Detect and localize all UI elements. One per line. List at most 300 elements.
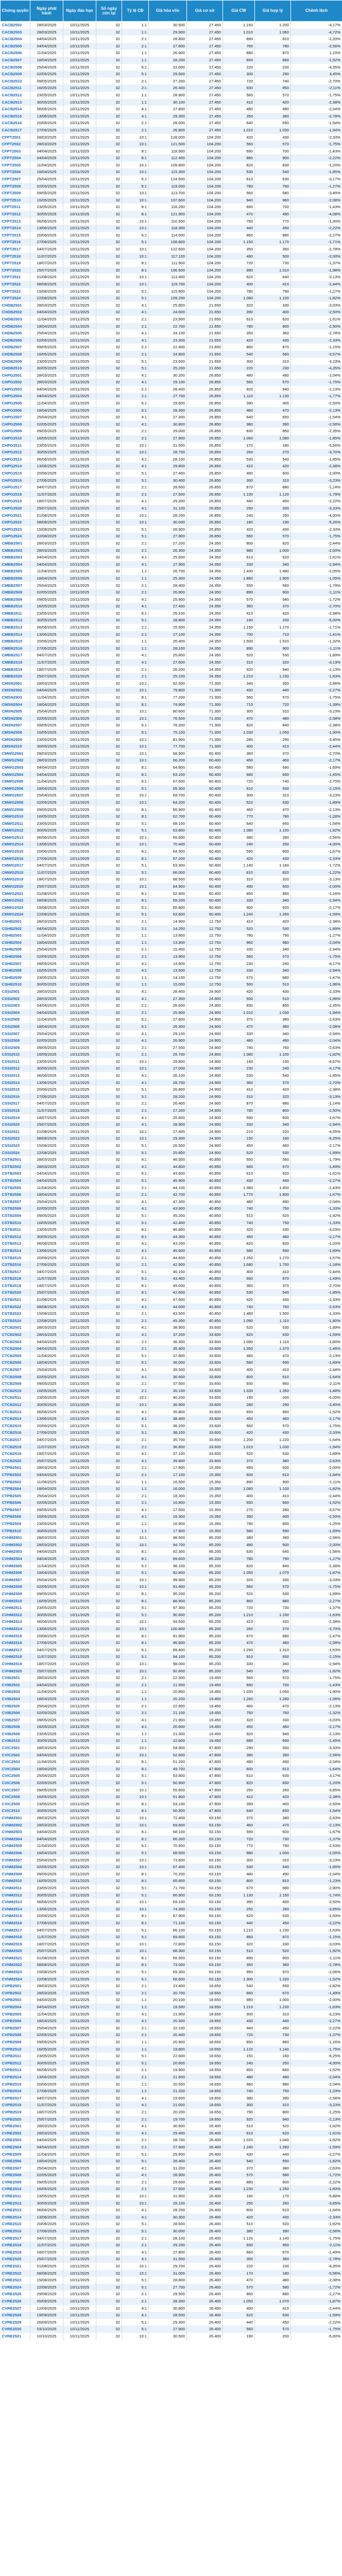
cell-breakeven-price: 15.400 (149, 946, 187, 953)
cell-underlying-price: 71.300 (187, 743, 223, 750)
cell-maturity-date: 10/11/2025 (63, 232, 96, 239)
cell-fair-price: 940 (255, 666, 291, 673)
cell-conversion-ratio: 8:1 (122, 1836, 149, 1843)
cell-days-remaining: 32 (96, 1793, 122, 1801)
cell-issue-date: 02/05/2025 (30, 799, 63, 806)
cell-underlying-price: 104.200 (187, 211, 223, 218)
cell-breakeven-price: 64.800 (149, 764, 187, 771)
cell-days-remaining: 32 (96, 561, 122, 568)
cell-fair-price: 800 (255, 2109, 291, 2116)
cell-breakeven-price: 29.300 (149, 498, 187, 505)
cell-conversion-ratio: 5:1 (122, 1969, 149, 1976)
cell-warrant-code: CVNM2518 (1, 1934, 30, 1941)
cell-underlying-price: 104.200 (187, 141, 223, 148)
cell-fair-price: 320 (255, 659, 291, 666)
cell-days-remaining: 32 (96, 1604, 122, 1612)
cell-days-remaining: 32 (96, 687, 122, 694)
cell-difference: -3,23% (291, 2011, 342, 2018)
cell-warrant-price: 1.300 (223, 1976, 255, 1983)
cell-breakeven-price: 114.000 (149, 232, 187, 239)
cell-issue-date: 13/06/2025 (30, 841, 63, 848)
cell-breakeven-price: 28.400 (149, 582, 187, 589)
cell-breakeven-price: 38.100 (149, 1429, 187, 1436)
cell-underlying-price: 47.800 (187, 1807, 223, 1815)
cell-warrant-price: 740 (223, 1219, 255, 1227)
cell-breakeven-price: 44.600 (149, 1255, 187, 1262)
cell-issue-date: 13/06/2025 (30, 1247, 63, 1255)
cell-underlying-price: 47.800 (187, 1772, 223, 1780)
cell-breakeven-price: 16.000 (149, 1485, 187, 1493)
cell-underlying-price: 26.850 (187, 428, 223, 435)
cell-days-remaining: 32 (96, 99, 122, 106)
cell-conversion-ratio: 10:1 (122, 449, 149, 456)
cell-maturity-date: 10/11/2025 (63, 1156, 96, 1163)
cell-warrant-price: 440 (223, 225, 255, 232)
cell-difference: -1,33% (291, 1310, 342, 1317)
cell-maturity-date: 10/11/2025 (63, 841, 96, 848)
cell-fair-price: 820 (255, 869, 291, 876)
cell-issue-date: 22/08/2025 (30, 533, 63, 540)
cell-warrant-price: 1.030 (223, 729, 255, 736)
cell-fair-price: 790 (255, 1842, 291, 1850)
table-row (1, 442, 342, 449)
table-row (1, 953, 342, 960)
cell-maturity-date: 10/11/2025 (63, 1863, 96, 1871)
table-row (1, 1583, 342, 1590)
cell-conversion-ratio: 4:1 (122, 1030, 149, 1038)
table-row (1, 1787, 342, 1794)
cell-maturity-date: 10/11/2025 (63, 295, 96, 302)
cell-warrant-price: 670 (223, 1633, 255, 1640)
cell-difference: -3,23% (291, 1857, 342, 1864)
cell-warrant-price: 910 (223, 785, 255, 792)
cell-issue-date: 27/06/2025 (30, 1429, 63, 1436)
cell-conversion-ratio: 2:1 (122, 2109, 149, 2116)
cell-days-remaining: 32 (96, 2298, 122, 2305)
cell-issue-date: 04/04/2025 (30, 2137, 63, 2144)
cell-conversion-ratio: 10:1 (122, 1815, 149, 1822)
cell-warrant-price: 490 (223, 470, 255, 477)
cell-difference: -2,70% (291, 78, 342, 85)
cell-underlying-price: 71.300 (187, 736, 223, 743)
table-row (1, 295, 342, 302)
cell-fair-price: 370 (255, 603, 291, 610)
cell-fair-price: 900 (255, 155, 291, 162)
cell-breakeven-price: 26.700 (149, 568, 187, 575)
cell-warrant-price: 370 (223, 1016, 255, 1023)
cell-maturity-date: 10/11/2025 (63, 855, 96, 862)
cell-difference: -2,05% (291, 568, 342, 575)
cell-difference: -2,08% (291, 1023, 342, 1030)
cell-warrant-price: 290 (223, 505, 255, 512)
cell-difference: -2,78% (291, 330, 342, 337)
table-row (1, 1604, 342, 1612)
cell-underlying-price: 19.450 (187, 1703, 223, 1710)
cell-difference: -2,38% (291, 1563, 342, 1570)
cell-difference: -2,56% (291, 43, 342, 50)
cell-underlying-price: 24.900 (187, 1051, 223, 1058)
cell-conversion-ratio: 2:1 (122, 1464, 149, 1471)
cell-breakeven-price: 98.500 (149, 1534, 187, 1541)
cell-difference: -1,57% (291, 1255, 342, 1262)
cell-underlying-price: 24.350 (187, 582, 223, 589)
cell-fair-price: 420 (255, 99, 291, 106)
cell-maturity-date: 10/11/2025 (63, 1920, 96, 1927)
cell-warrant-price: 390 (223, 400, 255, 407)
cell-breakeven-price: 92.300 (149, 1548, 187, 1555)
cell-warrant-price: 520 (223, 799, 255, 806)
cell-conversion-ratio: 2:1 (122, 2031, 149, 2039)
cell-maturity-date: 10/11/2025 (63, 554, 96, 561)
cell-underlying-price: 63.150 (187, 1850, 223, 1857)
cell-breakeven-price: 30.000 (149, 519, 187, 526)
cell-warrant-code: CVIC2510 (1, 1807, 30, 1815)
cell-warrant-code: CSSI2516 (1, 1093, 30, 1100)
cell-warrant-price: 230 (223, 1065, 255, 1072)
cell-issue-date: 15/08/2025 (30, 2277, 63, 2284)
table-row (1, 2193, 342, 2200)
cell-maturity-date: 10/11/2025 (63, 1758, 96, 1766)
cell-maturity-date: 10/11/2025 (63, 351, 96, 358)
cell-fair-price: 660 (255, 1409, 291, 1416)
cell-conversion-ratio: 10:1 (122, 1857, 149, 1864)
cell-underlying-price: 26.850 (187, 484, 223, 491)
cell-warrant-code: CMWG2523 (1, 904, 30, 911)
cell-difference: -1,89% (291, 1324, 342, 1331)
cell-days-remaining: 32 (96, 330, 122, 337)
cell-warrant-code: CMBB2512 (1, 617, 30, 624)
cell-fair-price: 660 (255, 1499, 291, 1506)
cell-warrant-code: CFPT2512 (1, 211, 30, 218)
cell-issue-date: 27/06/2025 (30, 239, 63, 246)
cell-maturity-date: 10/11/2025 (63, 799, 96, 806)
cell-difference: -2,94% (291, 1660, 342, 1668)
cell-days-remaining: 32 (96, 575, 122, 582)
cell-issue-date: 09/05/2025 (30, 1212, 63, 1219)
cell-underlying-price: 40.850 (187, 1226, 223, 1233)
cell-fair-price: 390 (255, 421, 291, 428)
cell-breakeven-price: 54.900 (149, 1744, 187, 1752)
table-row (1, 876, 342, 883)
cell-issue-date: 23/05/2025 (30, 820, 63, 827)
cell-breakeven-price: 40.200 (149, 1394, 187, 1401)
cell-fair-price: 160 (255, 2053, 291, 2060)
cell-maturity-date: 10/11/2025 (63, 1598, 96, 1605)
cell-conversion-ratio: 5:1 (122, 470, 149, 477)
cell-fair-price: 1.050 (255, 1688, 291, 1696)
cell-warrant-code: CHPG2520 (1, 505, 30, 512)
table-row (1, 1633, 342, 1640)
cell-difference: -5,00% (291, 2333, 342, 2340)
table-row (1, 2185, 342, 2193)
cell-warrant-price: 650 (223, 2066, 255, 2074)
table-row (1, 1772, 342, 1780)
cell-issue-date: 20/06/2025 (30, 2221, 63, 2228)
cell-difference: -2,27% (291, 1598, 342, 1605)
cell-issue-date: 15/08/2025 (30, 288, 63, 295)
cell-underlying-price: 71.300 (187, 680, 223, 687)
cell-warrant-price: 1.010 (223, 127, 255, 134)
cell-warrant-price: 770 (223, 1842, 255, 1850)
cell-warrant-price: 370 (223, 1815, 255, 1822)
table-row (1, 435, 342, 442)
cell-issue-date: 27/06/2025 (30, 2088, 63, 2095)
cell-warrant-price: 190 (223, 617, 255, 624)
cell-maturity-date: 10/11/2025 (63, 2151, 96, 2158)
cell-issue-date: 02/05/2025 (30, 1709, 63, 1717)
table-row (1, 1198, 342, 1206)
cell-maturity-date: 10/11/2025 (63, 267, 96, 274)
cell-fair-price: 540 (255, 168, 291, 176)
cell-underlying-price: 104.200 (187, 267, 223, 274)
cell-issue-date: 09/05/2025 (30, 1871, 63, 1878)
cell-difference: -1,28% (291, 813, 342, 820)
cell-underlying-price: 24.900 (187, 1072, 223, 1079)
cell-breakeven-price: 113.400 (149, 274, 187, 281)
cell-warrant-price: 620 (223, 1331, 255, 1338)
cell-conversion-ratio: 2:1 (122, 1674, 149, 1682)
cell-difference: -1,96% (291, 995, 342, 1003)
cell-underlying-price: 26.850 (187, 442, 223, 449)
cell-maturity-date: 10/11/2025 (63, 1233, 96, 1241)
header-maturity-date: Ngày đáo hạn (63, 1, 96, 22)
cell-maturity-date: 10/11/2025 (63, 1016, 96, 1023)
cell-issue-date: 02/05/2025 (30, 715, 63, 722)
cell-fair-price: 650 (255, 1807, 291, 1815)
cell-breakeven-price: 26.200 (149, 666, 187, 673)
cell-warrant-code: CMBB2502 (1, 547, 30, 554)
cell-breakeven-price: 65.300 (149, 785, 187, 792)
cell-conversion-ratio: 2:1 (122, 2074, 149, 2081)
cell-warrant-price: 1.030 (223, 1688, 255, 1696)
cell-breakeven-price: 42.900 (149, 1261, 187, 1268)
cell-maturity-date: 10/11/2025 (63, 820, 96, 827)
cell-warrant-price: 780 (223, 932, 255, 939)
cell-warrant-price: 550 (223, 1156, 255, 1163)
cell-underlying-price: 60.400 (187, 834, 223, 841)
cell-fair-price: 570 (255, 694, 291, 701)
cell-maturity-date: 10/11/2025 (63, 1982, 96, 1990)
table-row (1, 2263, 342, 2270)
header-fair-price: Giá hợp lý (255, 1, 291, 22)
cell-breakeven-price: 44.300 (149, 1233, 187, 1241)
cell-maturity-date: 10/11/2025 (63, 1121, 96, 1128)
cell-difference: -1,94% (291, 1444, 342, 1451)
cell-fair-price: 800 (255, 1520, 291, 1528)
cell-maturity-date: 10/11/2025 (63, 113, 96, 120)
cell-conversion-ratio: 8:1 (122, 1639, 149, 1647)
cell-underlying-price: 33.600 (187, 1409, 223, 1416)
cell-maturity-date: 10/11/2025 (63, 1409, 96, 1416)
cell-issue-date: 22/08/2025 (30, 911, 63, 918)
cell-difference: -1,59% (291, 1331, 342, 1338)
cell-warrant-code: CTPB2501 (1, 1464, 30, 1471)
cell-maturity-date: 10/11/2025 (63, 2102, 96, 2109)
cell-maturity-date: 10/11/2025 (63, 1023, 96, 1030)
cell-maturity-date: 10/11/2025 (63, 1709, 96, 1717)
cell-conversion-ratio: 1:1 (122, 1479, 149, 1486)
cell-conversion-ratio: 2:1 (122, 1100, 149, 1107)
table-row (1, 1177, 342, 1184)
cell-breakeven-price: 46.500 (149, 1156, 187, 1163)
cell-breakeven-price: 30.800 (149, 2305, 187, 2312)
cell-difference: -1,16% (291, 890, 342, 897)
cell-warrant-price: 720 (223, 1604, 255, 1612)
cell-warrant-code: CVRE2520 (1, 2256, 30, 2263)
cell-issue-date: 28/03/2025 (30, 302, 63, 309)
cell-maturity-date: 10/11/2025 (63, 1639, 96, 1647)
cell-warrant-price: 720 (223, 1836, 255, 1843)
cell-days-remaining: 32 (96, 281, 122, 288)
cell-warrant-price: 150 (223, 1135, 255, 1142)
cell-maturity-date: 10/11/2025 (63, 1906, 96, 1913)
cell-conversion-ratio: 1:1 (122, 932, 149, 939)
cell-days-remaining: 32 (96, 1240, 122, 1247)
cell-days-remaining: 32 (96, 1744, 122, 1752)
cell-breakeven-price: 43.500 (149, 1310, 187, 1317)
cell-maturity-date: 10/11/2025 (63, 1941, 96, 1948)
cell-warrant-price: 480 (223, 2074, 255, 2081)
cell-warrant-code: CHPG2506 (1, 407, 30, 414)
cell-warrant-code: CVRE2509 (1, 2179, 30, 2186)
cell-underlying-price: 104.200 (187, 281, 223, 288)
cell-maturity-date: 10/11/2025 (63, 316, 96, 323)
cell-maturity-date: 10/11/2025 (63, 2046, 96, 2053)
cell-warrant-price: 1.080 (223, 827, 255, 834)
cell-underlying-price: 85.200 (187, 1625, 223, 1633)
table-row (1, 1338, 342, 1346)
cell-issue-date: 27/06/2025 (30, 855, 63, 862)
cell-underlying-price: 26.850 (187, 526, 223, 533)
cell-breakeven-price: 63.800 (149, 827, 187, 834)
cell-breakeven-price: 27.800 (149, 1016, 187, 1023)
cell-warrant-price: 580 (223, 764, 255, 771)
table-row (1, 1758, 342, 1766)
cell-maturity-date: 10/11/2025 (63, 1787, 96, 1794)
cell-warrant-code: CVNM2513 (1, 1899, 30, 1906)
table-row (1, 2228, 342, 2235)
cell-warrant-price: 720 (223, 778, 255, 785)
cell-underlying-price: 26.400 (187, 2284, 223, 2291)
cell-conversion-ratio: 1:1 (122, 939, 149, 946)
cell-warrant-price: 360 (223, 1079, 255, 1087)
cell-days-remaining: 32 (96, 2221, 122, 2228)
cell-warrant-price: 1.210 (223, 1927, 255, 1934)
cell-maturity-date: 10/11/2025 (63, 197, 96, 204)
cell-breakeven-price: 37.500 (149, 1380, 187, 1387)
table-row (1, 1409, 342, 1416)
cell-warrant-price: 430 (223, 1177, 255, 1184)
cell-breakeven-price: 46.800 (149, 1226, 187, 1233)
cell-warrant-code: CVNM2517 (1, 1927, 30, 1934)
cell-warrant-code: CVPB2517 (1, 2095, 30, 2102)
cell-conversion-ratio: 5:1 (122, 1268, 149, 1276)
cell-maturity-date: 10/11/2025 (63, 99, 96, 106)
cell-warrant-price: 310 (223, 659, 255, 666)
cell-difference: -2,56% (291, 834, 342, 841)
cell-conversion-ratio: 4:1 (122, 337, 149, 344)
cell-difference: -1,49% (291, 2249, 342, 2256)
cell-issue-date: 25/04/2025 (30, 1703, 63, 1710)
cell-warrant-code: CVIB2508 (1, 1723, 30, 1731)
cell-conversion-ratio: 2:1 (122, 1009, 149, 1016)
cell-warrant-price: 1.680 (223, 1261, 255, 1268)
cell-fair-price: 500 (255, 1464, 291, 1471)
cell-issue-date: 18/07/2025 (30, 498, 63, 505)
table-row (1, 925, 342, 933)
table-row (1, 49, 342, 57)
cell-breakeven-price: 91.900 (149, 1633, 187, 1640)
cell-conversion-ratio: 5:1 (122, 2326, 149, 2333)
cell-conversion-ratio: 2:1 (122, 1499, 149, 1506)
cell-conversion-ratio: 4:1 (122, 967, 149, 974)
cell-maturity-date: 10/11/2025 (63, 1513, 96, 1520)
cell-days-remaining: 32 (96, 1653, 122, 1660)
cell-difference: -1,85% (291, 435, 342, 442)
cell-warrant-code: CACB2517 (1, 127, 30, 134)
cell-underlying-price: 85.200 (187, 1633, 223, 1640)
cell-breakeven-price: 28.200 (149, 2207, 187, 2214)
cell-fair-price: 1.000 (255, 1996, 291, 2004)
cell-warrant-code: CMWG2515 (1, 848, 30, 855)
cell-breakeven-price: 89.800 (149, 1647, 187, 1654)
cell-issue-date: 04/07/2025 (30, 652, 63, 659)
cell-underlying-price: 85.200 (187, 1534, 223, 1541)
table-row (1, 1121, 342, 1128)
cell-warrant-code: CVIB2503 (1, 1688, 30, 1696)
cell-fair-price: 800 (255, 1107, 291, 1114)
table-row (1, 1219, 342, 1227)
cell-breakeven-price: 65.600 (149, 834, 187, 841)
cell-warrant-code: CFPT2503 (1, 148, 30, 155)
cell-difference: -2,08% (291, 1639, 342, 1647)
cell-conversion-ratio: 1:1 (122, 1696, 149, 1703)
cell-warrant-code: CTCB2515 (1, 1422, 30, 1430)
cell-conversion-ratio: 4:1 (122, 652, 149, 659)
cell-days-remaining: 32 (96, 1885, 122, 1892)
cell-underlying-price: 26.850 (187, 463, 223, 470)
cell-warrant-price: 610 (223, 554, 255, 561)
cell-difference: -1,89% (291, 925, 342, 933)
cell-days-remaining: 32 (96, 519, 122, 526)
cell-issue-date: 28/03/2025 (30, 1822, 63, 1829)
table-row (1, 799, 342, 806)
cell-breakeven-price: 28.400 (149, 2158, 187, 2165)
cell-underlying-price: 24.350 (187, 547, 223, 554)
cell-maturity-date: 10/11/2025 (63, 36, 96, 43)
cell-underlying-price: 63.150 (187, 1976, 223, 1983)
table-row (1, 512, 342, 519)
cell-days-remaining: 32 (96, 729, 122, 736)
cell-underlying-price: 19.450 (187, 1723, 223, 1731)
cell-maturity-date: 10/11/2025 (63, 1065, 96, 1072)
cell-breakeven-price: 66.000 (149, 869, 187, 876)
cell-fair-price: 410 (255, 1268, 291, 1276)
cell-underlying-price: 27.450 (187, 99, 223, 106)
cell-issue-date: 04/04/2025 (30, 393, 63, 400)
cell-conversion-ratio: 10:1 (122, 1947, 149, 1955)
cell-breakeven-price: 29.300 (149, 2319, 187, 2326)
cell-breakeven-price: 26.300 (149, 547, 187, 554)
cell-fair-price: 470 (255, 1352, 291, 1360)
cell-underlying-price: 24.350 (187, 561, 223, 568)
cell-issue-date: 18/07/2025 (30, 666, 63, 673)
cell-difference: -2,70% (291, 778, 342, 785)
cell-issue-date: 23/05/2025 (30, 1226, 63, 1233)
cell-conversion-ratio: 10:1 (122, 799, 149, 806)
cell-warrant-price: 300 (223, 477, 255, 484)
table-row (1, 2207, 342, 2214)
